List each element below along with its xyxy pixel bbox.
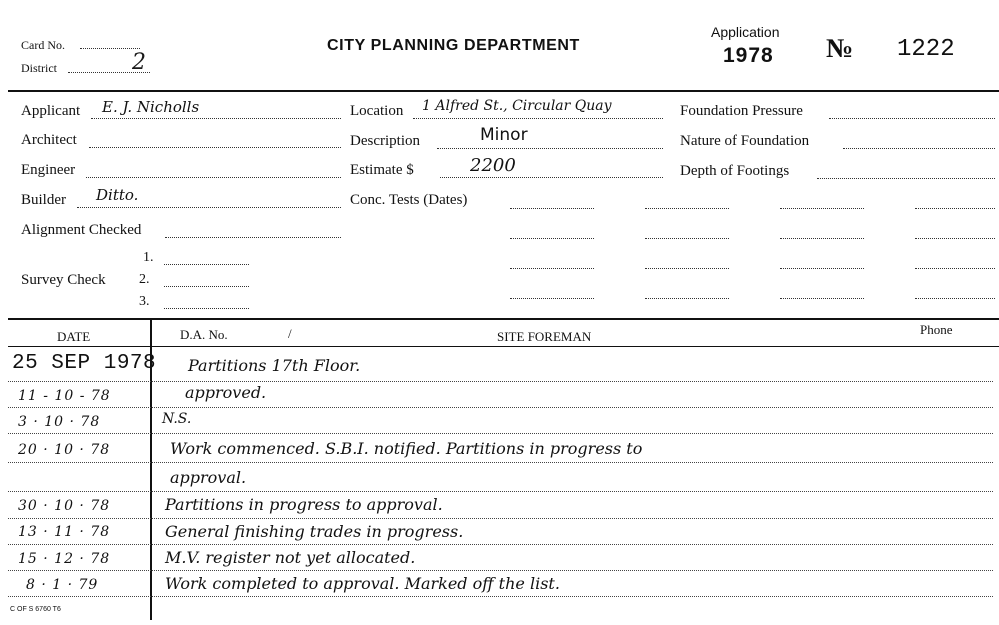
conc-test-line: [915, 298, 995, 299]
entry-date-stamp: 25 SEP 1978: [12, 352, 157, 375]
survey-item-3: 3.: [139, 294, 150, 309]
survey-item-2: 2.: [139, 272, 150, 287]
survey-item-1: 1.: [143, 250, 154, 265]
log-row-rule: [8, 544, 993, 545]
estimate-value: 2200: [470, 155, 516, 176]
conc-test-line: [915, 238, 995, 239]
printer-code: C OF S 6760 T6: [10, 606, 61, 613]
description-value: Minor: [480, 125, 528, 145]
estimate-label: Estimate $: [350, 162, 414, 178]
location-label: Location: [350, 103, 404, 119]
conc-test-line: [645, 238, 729, 239]
entry-text: Work commenced. S.B.I. notified. Partitions in progress to: [170, 439, 643, 458]
district-label: District: [21, 61, 57, 75]
alignment-line: [165, 237, 341, 238]
application-year: 1978: [723, 44, 774, 67]
log-row-rule: [8, 433, 993, 434]
log-row-rule: [8, 491, 993, 492]
builder-line: [77, 207, 341, 208]
entry-text: Partitions 17th Floor.: [188, 356, 361, 375]
description-line: [437, 148, 663, 149]
district-value: 2: [132, 50, 146, 75]
depth-footings-label: Depth of Footings: [680, 163, 790, 179]
log-row-rule: [8, 596, 993, 597]
builder-label: Builder: [21, 192, 66, 208]
entry-date: 8 · 1 · 79: [26, 577, 99, 593]
location-line: [413, 118, 663, 119]
entry-date: 11 - 10 - 78: [18, 388, 111, 404]
engineer-label: Engineer: [21, 162, 76, 178]
date-column-header: DATE: [57, 329, 91, 344]
survey-check-label: Survey Check: [21, 272, 106, 288]
entry-date: 20 · 10 · 78: [18, 442, 111, 458]
depth-footings-line: [817, 178, 995, 179]
log-row-rule: [8, 518, 993, 519]
survey-line-3: [164, 308, 249, 309]
application-number: 1222: [897, 36, 955, 63]
conc-test-line: [645, 298, 729, 299]
department-title: CITY PLANNING DEPARTMENT: [327, 37, 580, 54]
log-row-rule: [8, 570, 993, 571]
nature-foundation-label: Nature of Foundation: [680, 133, 810, 149]
log-top-rule: [8, 318, 999, 320]
conc-test-line: [510, 238, 594, 239]
conc-test-line: [645, 268, 729, 269]
log-header-rule: [8, 346, 999, 347]
site-foreman-header: SITE FOREMAN: [497, 329, 592, 344]
entry-text: Partitions in progress to approval.: [165, 495, 443, 514]
da-number-header: D.A. No.: [180, 327, 228, 342]
conc-test-line: [780, 208, 864, 209]
conc-test-line: [780, 268, 864, 269]
entry-text: N.S.: [162, 411, 192, 427]
nature-foundation-line: [843, 148, 995, 149]
architect-label: Architect: [21, 132, 77, 148]
foundation-pressure-line: [829, 118, 995, 119]
conc-test-line: [510, 208, 594, 209]
entry-text: Work completed to approval. Marked off the list.: [165, 574, 560, 593]
conc-test-line: [510, 268, 594, 269]
log-row-rule: [8, 381, 993, 382]
card-no-label: Card No.: [21, 38, 65, 52]
entry-date: 13 · 11 · 78: [18, 524, 111, 540]
entry-text: General finishing trades in progress.: [165, 522, 464, 541]
header-rule: [8, 90, 999, 92]
conc-test-line: [780, 298, 864, 299]
entry-text: approval.: [170, 468, 247, 487]
log-row-rule: [8, 462, 993, 463]
conc-test-line: [780, 238, 864, 239]
architect-line: [89, 147, 341, 148]
alignment-label: Alignment Checked: [21, 222, 142, 238]
phone-header: Phone: [920, 322, 953, 337]
engineer-line: [86, 177, 341, 178]
foundation-pressure-label: Foundation Pressure: [680, 103, 803, 119]
builder-value: Ditto.: [96, 186, 139, 204]
entry-text: M.V. register not yet allocated.: [165, 548, 416, 567]
conc-tests-label: Conc. Tests (Dates): [350, 192, 468, 208]
applicant-value: E. J. Nicholls: [102, 98, 200, 116]
entry-text: approved.: [185, 383, 267, 402]
location-value: 1 Alfred St., Circular Quay: [422, 98, 612, 114]
conc-test-line: [645, 208, 729, 209]
conc-test-line: [915, 208, 995, 209]
entry-date: 30 · 10 · 78: [18, 498, 111, 514]
description-label: Description: [350, 133, 420, 149]
survey-line-2: [164, 286, 249, 287]
entry-date: 15 · 12 · 78: [18, 551, 111, 567]
da-number-slash: /: [288, 326, 292, 341]
log-row-rule: [8, 407, 993, 408]
estimate-line: [440, 177, 663, 178]
applicant-line: [91, 118, 341, 119]
entry-date: 3 · 10 · 78: [18, 414, 101, 430]
survey-line-1: [164, 264, 249, 265]
application-label: Application: [711, 24, 780, 40]
number-symbol: №: [826, 33, 854, 63]
conc-test-line: [915, 268, 995, 269]
applicant-label: Applicant: [21, 103, 81, 119]
card-no-line: [80, 48, 140, 49]
conc-test-line: [510, 298, 594, 299]
